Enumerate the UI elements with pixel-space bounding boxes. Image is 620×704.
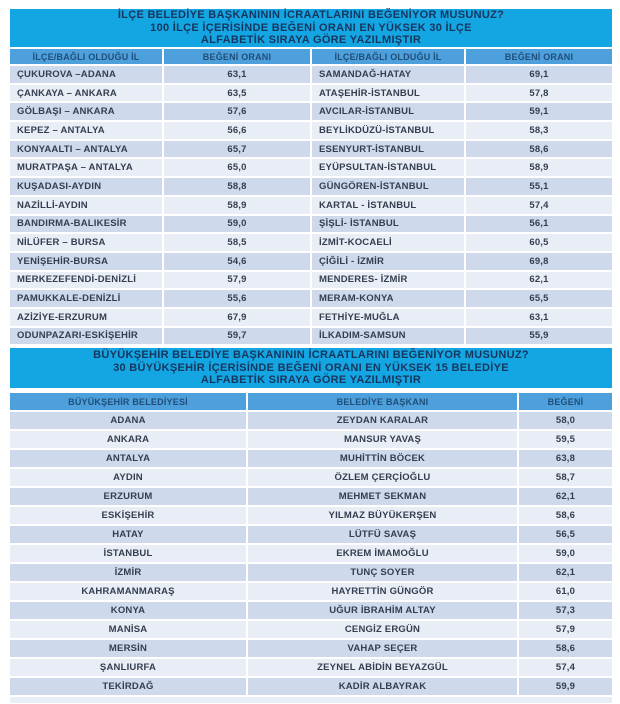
approval-rate-cell: 58,7 [519,469,612,486]
city-name-cell: HATAY [10,526,246,543]
approval-rate-cell: 58,6 [519,507,612,524]
metro-table-body [10,412,612,695]
district-table-title-band [10,9,612,47]
approval-rate-cell: 59,0 [164,216,310,233]
mayor-name-cell: UĞUR İBRAHİM ALTAY [248,602,517,619]
table-bottom-strip [10,697,612,703]
district-name-cell: AVCILAR-İSTANBUL [312,103,464,120]
metro-title-line-1: BÜYÜKŞEHİR BELEDİYE BAŞKANININ İCRAATLARINI BEĞENİYOR MUSUNUZ? [93,349,529,362]
approval-rate-cell: 54,6 [164,253,310,270]
mayor-name-cell: MUHİTTİN BÖCEK [248,450,517,467]
mayor-name-cell: LÜTFÜ SAVAŞ [248,526,517,543]
mayor-name-cell: ZEYDAN KARALAR [248,412,517,429]
approval-rate-cell: 55,1 [466,178,612,195]
approval-rate-cell: 63,1 [164,66,310,83]
district-name-cell: KUŞADASI-AYDIN [10,178,162,195]
metro-table-title-band [10,348,612,388]
city-name-cell: İSTANBUL [10,545,246,562]
district-title-line-2: 100 İLÇE İÇERİSİNDE BEĞENİ ORANI EN YÜKSEK 30 İLÇE [150,21,472,34]
district-name-cell: FETHİYE-MUĞLA [312,309,464,326]
city-name-cell: MERSİN [10,640,246,657]
district-name-cell: ODUNPAZARI-ESKİŞEHİR [10,328,162,345]
approval-rate-cell: 65,7 [164,141,310,158]
approval-rate-cell: 58,8 [164,178,310,195]
approval-rate-cell: 58,9 [164,197,310,214]
mayor-name-cell: MANSUR YAVAŞ [248,431,517,448]
district-name-cell: ESENYURT-İSTANBUL [312,141,464,158]
city-name-cell: ADANA [10,412,246,429]
approval-rate-cell: 59,7 [164,328,310,345]
approval-rate-cell: 67,9 [164,309,310,326]
district-name-cell: PAMUKKALE-DENİZLİ [10,290,162,307]
approval-rate-cell: 58,0 [519,412,612,429]
approval-rate-cell: 60,5 [466,234,612,251]
approval-rate-cell: 57,4 [519,659,612,676]
mayor-name-cell: ÖZLEM ÇERÇİOĞLU [248,469,517,486]
city-name-cell: ESKİŞEHİR [10,507,246,524]
city-name-cell: AYDIN [10,469,246,486]
approval-rate-cell: 57,6 [164,103,310,120]
city-name-cell: ŞANLIURFA [10,659,246,676]
approval-rate-cell: 59,0 [519,545,612,562]
approval-rate-cell: 57,4 [466,197,612,214]
city-name-cell: KONYA [10,602,246,619]
district-name-cell: İZMİT-KOCAELİ [312,234,464,251]
approval-rate-cell: 58,5 [164,234,310,251]
district-title-line-3: ALFABETİK SIRAYA GÖRE YAZILMIŞTIR [200,34,422,47]
district-table-body [10,66,612,344]
approval-rate-cell: 55,9 [466,328,612,345]
mayor-name-cell: YILMAZ BÜYÜKERŞEN [248,507,517,524]
district-title-line-1: İLÇE BELEDİYE BAŞKANININ İCRAATLARINI BEĞENİYOR MUSUNUZ? [117,9,505,22]
approval-rate-cell: 62,1 [466,272,612,289]
mayor-name-cell: CENGİZ ERGÜN [248,621,517,638]
district-name-cell: YENİŞEHİR-BURSA [10,253,162,270]
city-name-cell: ANTALYA [10,450,246,467]
approval-rate-cell: 58,6 [519,640,612,657]
approval-rate-cell: 62,1 [519,564,612,581]
approval-rate-cell: 62,1 [519,488,612,505]
approval-rate-cell: 57,8 [466,85,612,102]
approval-rate-cell: 58,6 [466,141,612,158]
district-name-cell: MERAM-KONYA [312,290,464,307]
approval-column-header: BEĞENİ [519,393,612,410]
district-name-cell: KEPEZ – ANTALYA [10,122,162,139]
district-name-cell: İLKADIM-SAMSUN [312,328,464,345]
district-name-cell: ŞİŞLİ- İSTANBUL [312,216,464,233]
approval-rate-cell: 63,1 [466,309,612,326]
mayor-column-header: BELEDİYE BAŞKANI [248,393,517,410]
approval-rate-cell: 58,9 [466,159,612,176]
approval-rate-cell: 57,3 [519,602,612,619]
district-name-cell: ÇİĞİLİ - İZMİR [312,253,464,270]
district-column-header-1: İLÇE/BAĞLI OLDUĞU İL [10,49,162,64]
approval-rate-cell: 63,8 [519,450,612,467]
approval-rate-cell: 57,9 [519,621,612,638]
approval-rate-cell: 57,9 [164,272,310,289]
approval-rate-cell: 65,5 [466,290,612,307]
approval-rate-cell: 65,0 [164,159,310,176]
district-name-cell: AZİZİYE-ERZURUM [10,309,162,326]
approval-rate-cell: 69,8 [466,253,612,270]
district-name-cell: SAMANDAĞ-HATAY [312,66,464,83]
district-name-cell: ATAŞEHİR-İSTANBUL [312,85,464,102]
approval-column-header-1: BEĞENİ ORANI [164,49,310,64]
district-name-cell: KARTAL - İSTANBUL [312,197,464,214]
approval-rate-cell: 56,6 [164,122,310,139]
city-name-cell: ERZURUM [10,488,246,505]
district-name-cell: GÜNGÖREN-İSTANBUL [312,178,464,195]
mayor-name-cell: MEHMET SEKMAN [248,488,517,505]
approval-column-header-2: BEĞENİ ORANI [466,49,612,64]
approval-rate-cell: 55,6 [164,290,310,307]
mayor-name-cell: VAHAP SEÇER [248,640,517,657]
approval-rate-cell: 58,3 [466,122,612,139]
district-name-cell: KONYAALTI – ANTALYA [10,141,162,158]
mayor-name-cell: TUNÇ SOYER [248,564,517,581]
district-name-cell: NİLÜFER – BURSA [10,234,162,251]
district-name-cell: ÇANKAYA – ANKARA [10,85,162,102]
district-column-header-2: İLÇE/BAĞLI OLDUĞU İL [312,49,464,64]
city-name-cell: MANİSA [10,621,246,638]
approval-rate-cell: 63,5 [164,85,310,102]
district-table [10,9,612,344]
mayor-name-cell: HAYRETTİN GÜNGÖR [248,583,517,600]
municipality-column-header: BÜYÜKŞEHİR BELEDİYESİ [10,393,246,410]
mayor-name-cell: KADİR ALBAYRAK [248,678,517,695]
metro-title-line-3: ALFABETİK SIRAYA GÖRE YAZILMIŞTIR [200,374,422,387]
approval-rate-cell: 69,1 [466,66,612,83]
district-name-cell: NAZİLLİ-AYDIN [10,197,162,214]
district-name-cell: EYÜPSULTAN-İSTANBUL [312,159,464,176]
city-name-cell: TEKİRDAĞ [10,678,246,695]
district-name-cell: MENDERES- İZMİR [312,272,464,289]
district-name-cell: GÖLBAŞI – ANKARA [10,103,162,120]
approval-rate-cell: 56,5 [519,526,612,543]
city-name-cell: ANKARA [10,431,246,448]
approval-rate-cell: 56,1 [466,216,612,233]
district-name-cell: ÇUKUROVA –ADANA [10,66,162,83]
district-name-cell: BANDIRMA-BALIKESİR [10,216,162,233]
approval-rate-cell: 59,5 [519,431,612,448]
approval-rate-cell: 59,1 [466,103,612,120]
district-table-header [10,49,612,64]
metro-table [10,348,612,703]
approval-rate-cell: 59,9 [519,678,612,695]
mayor-name-cell: EKREM İMAMOĞLU [248,545,517,562]
city-name-cell: İZMİR [10,564,246,581]
district-name-cell: BEYLİKDÜZÜ-İSTANBUL [312,122,464,139]
city-name-cell: KAHRAMANMARAŞ [10,583,246,600]
mayor-name-cell: ZEYNEL ABİDİN BEYAZGÜL [248,659,517,676]
district-name-cell: MURATPAŞA – ANTALYA [10,159,162,176]
approval-rate-cell: 61,0 [519,583,612,600]
district-name-cell: MERKEZEFENDİ-DENİZLİ [10,272,162,289]
metro-title-line-2: 30 BÜYÜKŞEHİR İÇERİSİNDE BEĞENİ ORANI EN YÜKSEK 15 BELEDİYE [113,361,509,374]
metro-table-header [10,393,612,410]
